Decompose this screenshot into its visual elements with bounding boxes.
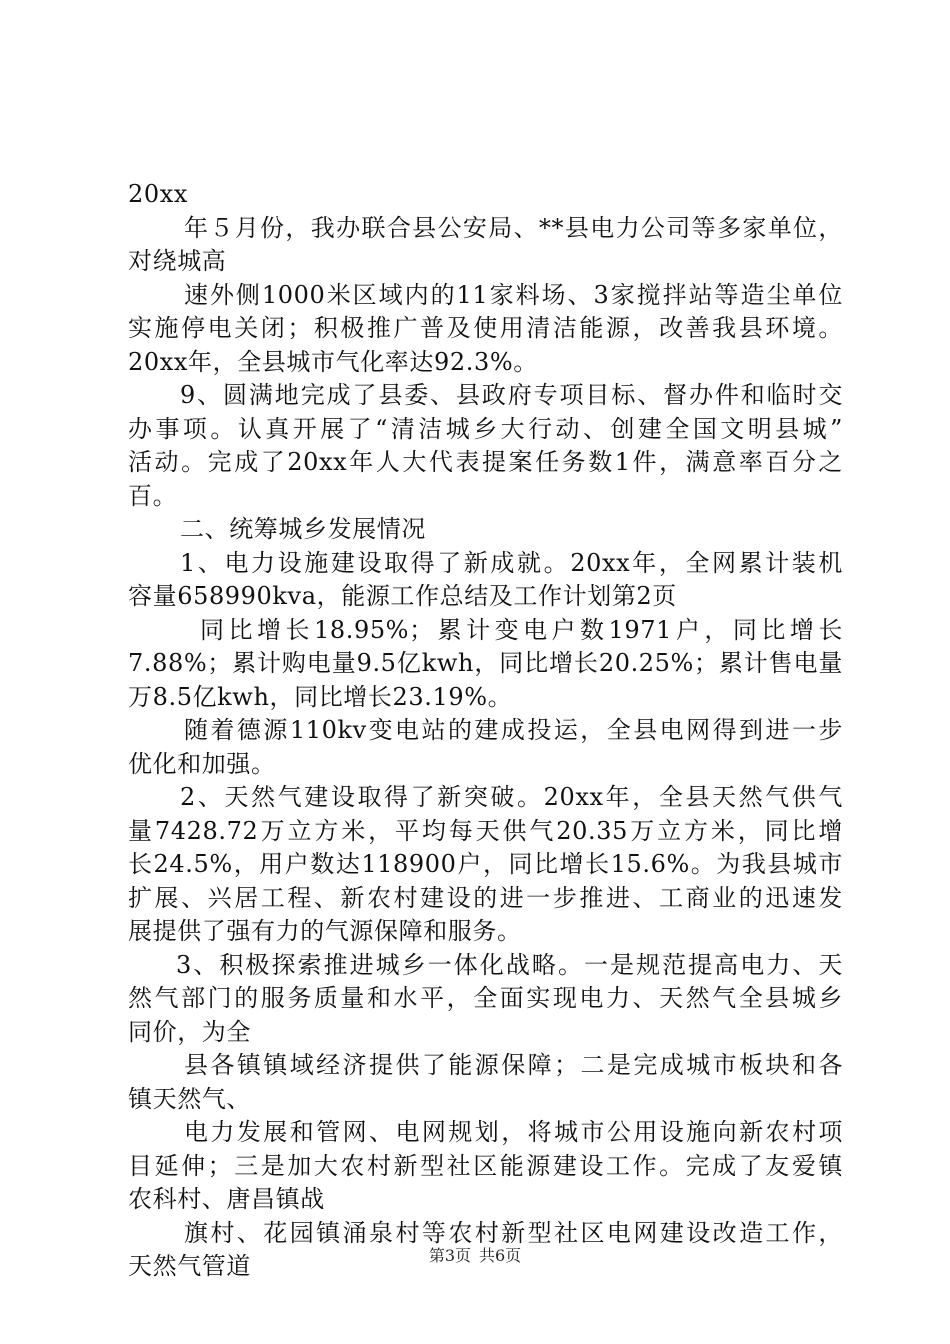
text-line: 7.88%；累计购电量9.5亿kwh，同比增长20.25%；累计售电量: [128, 649, 843, 677]
text-line: 优化和加强。: [128, 749, 276, 778]
text-line: 展提供了强有力的气源保障和服务。: [128, 917, 522, 945]
page-total: 共6页: [479, 1246, 522, 1265]
text-line: 容量658990kva，能源工作总结及工作计划第2页: [128, 582, 677, 610]
section-heading: 二、统筹城乡发展情况: [180, 515, 426, 543]
text-line: 农科村、唐昌镇战: [128, 1185, 325, 1213]
text-line: 9、圆满地完成了县委、县政府专项目标、督办件和临时交: [180, 381, 843, 409]
text-line: 2、天然气建设取得了新突破。20xx年，全县天然气供气: [180, 783, 843, 811]
text-line: 办事项。认真开展了“清洁城乡大行动、创建全国文明县城”: [128, 414, 843, 443]
text-line: 百。: [128, 481, 178, 510]
text-line: 1、电力设施建设取得了新成就。20xx年，全网累计装机: [180, 548, 843, 577]
text-line: 随着德源110kv变电站的建成投运，全县电网得到进一步: [184, 716, 843, 744]
text-line: 20xx年，全县城市气化率达92.3%。: [128, 347, 538, 376]
text-line: 扩展、兴居工程、新农村建设的进一步推进、工商业的迅速发: [128, 883, 843, 912]
text-line: 同价，为全: [128, 1017, 251, 1046]
text-line: 县各镇镇域经济提供了能源保障；二是完成城市板块和各: [184, 1051, 843, 1079]
text-line: 3、积极探索推进城乡一体化战略。一是规范提高电力、天: [176, 950, 843, 979]
text-line: 长24.5%，用户数达118900户，同比增长15.6%。为我县城市: [128, 850, 843, 878]
document-body: [128, 178, 843, 1284]
text-line: 镇天然气、: [128, 1084, 251, 1113]
text-line: 20xx: [128, 180, 189, 208]
text-line: 旗村、花园镇涌泉村等农村新型社区电网建设改造工作，: [184, 1218, 843, 1247]
text-line: 活动。完成了20xx年人大代表提案任务数1件，满意率百分之: [128, 448, 843, 476]
text-line: 实施停电关闭；积极推广普及使用清洁能源，改善我县环境。: [128, 314, 843, 342]
text-line: 年５月份，我办联合县公安局、**县电力公司等多家单位，: [184, 213, 843, 242]
text-line: 天然气管道: [128, 1252, 251, 1280]
text-line: 电力发展和管网、电网规划，将城市公用设施向新农村项: [184, 1118, 843, 1146]
text-line: 对绕城高: [128, 247, 227, 275]
text-line: 同比增长18.95%；累计变电户数1971户，同比增长: [200, 615, 843, 644]
page-number: 第3页: [428, 1246, 471, 1265]
text-line: 速外侧1000米区域内的11家料场、3家搅拌站等造尘单位: [184, 280, 843, 309]
text-line: 目延伸；三是加大农村新型社区能源建设工作。完成了友爱镇: [128, 1151, 843, 1180]
text-line: 量7428.72万立方米，平均每天供气20.35万立方米，同比增: [128, 816, 843, 845]
page-footer: [0, 1246, 950, 1266]
text-line: 万8.5亿kwh，同比增长23.19%。: [128, 682, 513, 711]
text-line: 然气部门的服务质量和水平，全面实现电力、天然气全县城乡: [128, 984, 843, 1012]
